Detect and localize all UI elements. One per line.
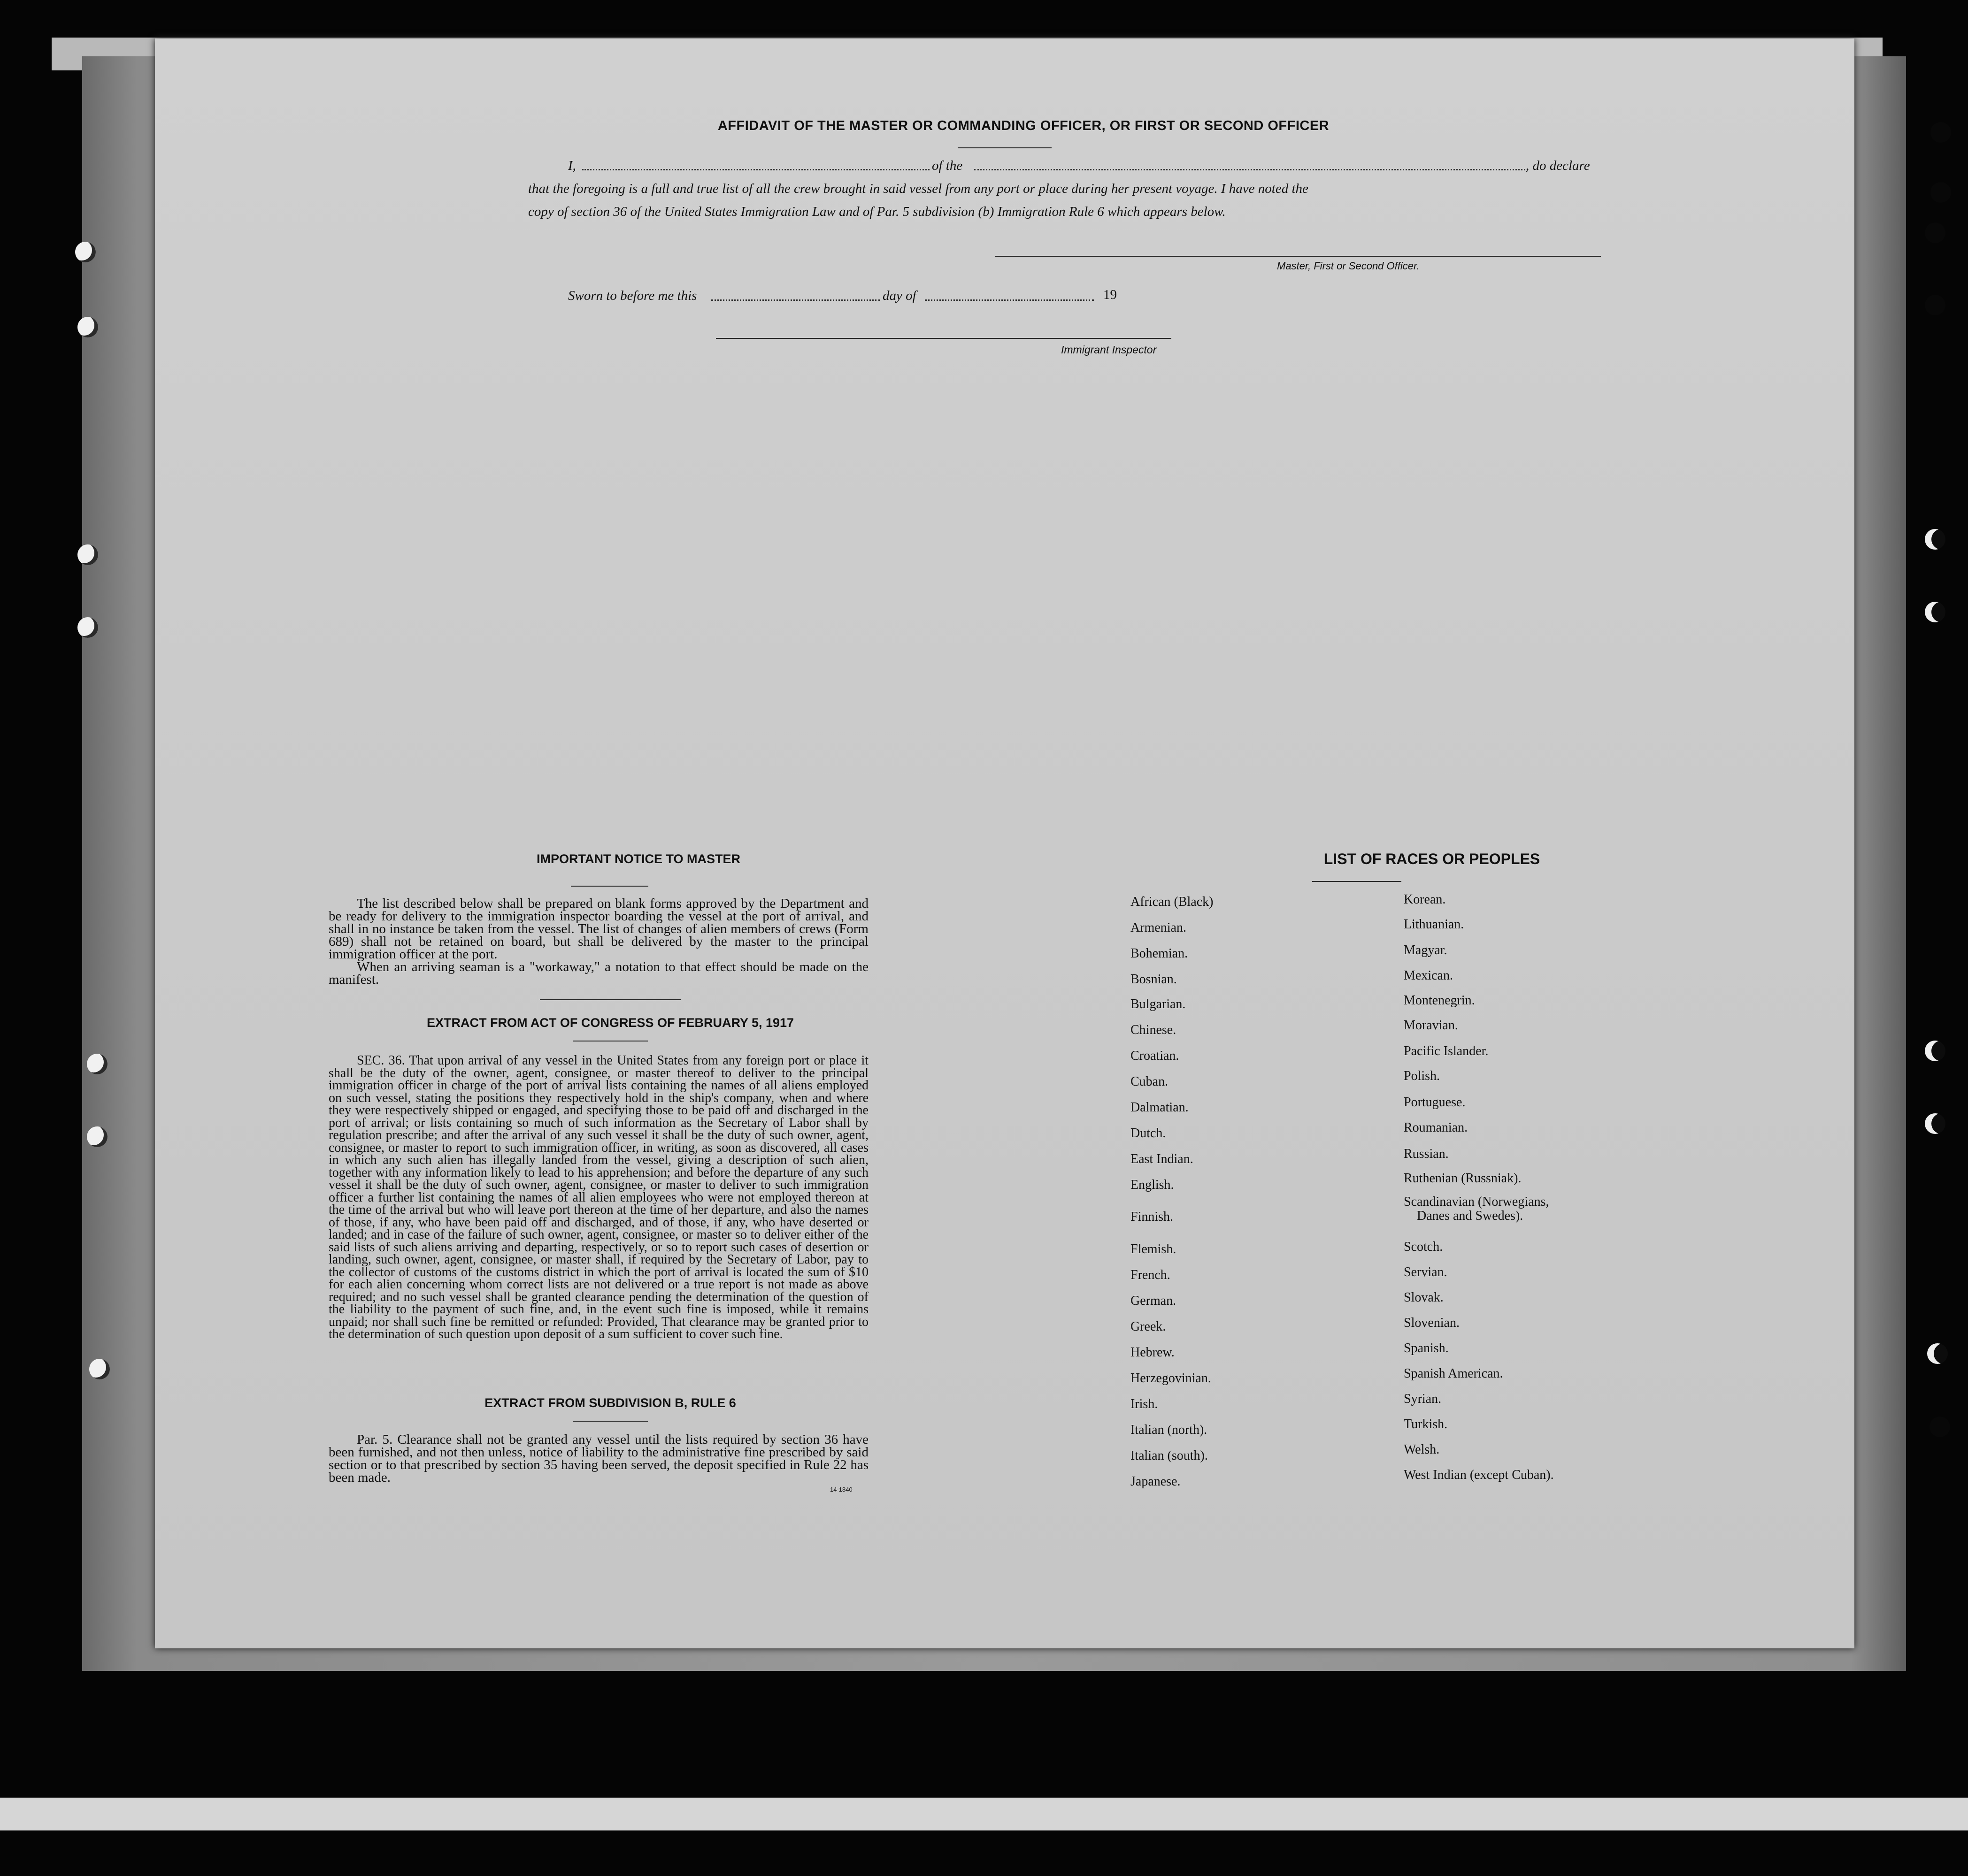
race-item: Japanese. bbox=[1130, 1474, 1181, 1489]
race-item: Finnish. bbox=[1130, 1210, 1174, 1224]
race-item: Korean. bbox=[1404, 892, 1446, 907]
race-item: Armenian. bbox=[1130, 920, 1186, 935]
form-number: 14-1840 bbox=[830, 1486, 853, 1493]
film-edge-strip bbox=[0, 1798, 1968, 1830]
rule-divider bbox=[573, 1421, 648, 1422]
race-item: Hebrew. bbox=[1130, 1345, 1175, 1360]
affidavit-line-2: that the foregoing is a full and true list of all the crew brought in said vessel from any port or place during her present voyage. I have noted the bbox=[528, 181, 1308, 196]
race-item: Polish. bbox=[1404, 1069, 1440, 1083]
act-extract-body: SEC. 36. That upon arrival of any vessel in the United States from any foreign port or place it shall be the duty of the owner, agent, consignee, or master thereof to deliver to the principal immigration officer in charge of the port of arrival lists containing the names of all aliens employed on such vessel, stating the positions they respectively hold in the ship's company, when and where they were respectively shipped or engaged, and specifying those to be paid off and discharged in the port of arrival; or lists containing so much of such information as the Secretary of Labor shall by regulation prescribe; and after the arrival of any such vessel it shall be the duty of such owner, agent, consignee, or master to report to such immigration officer, in writing, as soon as discovered, all cases in which any such alien has illegally landed from the vessel, giving a description of such alien, together with any information likely to lead to his apprehension; and before the departure of any such vessel it shall be the duty of such owner, agent, consignee, or master to deliver to such immigration officer a further list containing the names of all alien employees who were not employed thereon at the time of the arrival but who will leave port thereon at the time of her departure, and also the names of those, if any, who have been paid off and discharged, and of those, if any, who have deserted or landed; and in case of the failure of such owner, agent, consignee, or master so to deliver either of the said lists of such aliens arriving and departing, respectively, or so to report such cases of desertion or landing, such owner, agent, consignee, or master shall, if required by the Secretary of Labor, pay to the collector of customs of the customs district in which the port of arrival is located the sum of $10 for each alien concerning whom correct lists are not delivered or a true report is not made as above required; and no such vessel shall be granted clearance pending the determination of the question of the liability to the payment of such fine, and, in the event such fine is imposed, while it remains unpaid; nor shall such fine be remitted or refunded: Provided, That clearance may be granted prior to the determination of such question upon deposit of a sum sufficient to cover such fine. bbox=[329, 1053, 869, 1341]
notice-paragraph-1 bbox=[329, 897, 869, 961]
binder-hole-icon bbox=[89, 1359, 110, 1379]
race-item: Greek. bbox=[1130, 1319, 1166, 1334]
sworn-month-blank[interactable] bbox=[925, 299, 1094, 301]
punch-hole-icon bbox=[1925, 295, 1945, 315]
rule-extract-text bbox=[329, 1433, 869, 1484]
race-item: English. bbox=[1130, 1178, 1174, 1192]
race-item: Croatian. bbox=[1130, 1049, 1179, 1063]
race-item: Italian (north). bbox=[1130, 1423, 1207, 1437]
race-item: French. bbox=[1130, 1268, 1170, 1282]
race-item: Bulgarian. bbox=[1130, 997, 1186, 1011]
sworn-text: Sworn to before me this bbox=[568, 288, 697, 303]
race-item: Flemish. bbox=[1130, 1242, 1176, 1256]
binder-hole-icon bbox=[77, 544, 98, 565]
binder-hole-icon bbox=[77, 617, 98, 638]
race-item: German. bbox=[1130, 1294, 1176, 1308]
affidavit-line-3: copy of section 36 of the United States Immigration Law and of Par. 5 subdivision (b) Immigration Rule 6 which appears below. bbox=[528, 204, 1226, 219]
rule-extract-body: Par. 5. Clearance shall not be granted any vessel until the lists required by section 36 have been furnished, and not then unless, notice of liability to the administrative fine prescribed by said section or to that prescribed by section 35 having been served, the deposit specified in Rule 22 has been made. bbox=[329, 1432, 869, 1485]
race-item: Montenegrin. bbox=[1404, 993, 1475, 1008]
race-item: Turkish. bbox=[1404, 1417, 1448, 1432]
race-item: Bosnian. bbox=[1130, 972, 1177, 987]
binder-hole-icon bbox=[87, 1054, 108, 1074]
race-item: Pacific Islander. bbox=[1404, 1044, 1489, 1058]
sworn-day-blank[interactable] bbox=[711, 299, 880, 301]
race-item: Italian (south). bbox=[1130, 1448, 1208, 1463]
race-item: Mexican. bbox=[1404, 968, 1453, 983]
notice-paragraph-1-text: The list described below shall be prepared on blank forms approved by the Department and be ready for delivery to the immigration inspector boarding the vessel at the port of arrival, and shall in no instance be taken from the vessel. The list of changes of alien members of crews (Form 689) shall not be retained on board, but shall be delivered by the master to the principal immigration officer at the port. bbox=[329, 896, 869, 962]
signature-line[interactable] bbox=[995, 256, 1601, 257]
notice-paragraph-2-text: When an arriving seaman is a "workaway," a notation to that effect should be made on the manifest. bbox=[329, 959, 869, 987]
binder-hole-icon bbox=[77, 317, 98, 337]
day-of-text: day of bbox=[883, 288, 916, 303]
affidavit-i: I, bbox=[568, 158, 576, 173]
punch-hole-icon bbox=[1930, 1417, 1950, 1437]
punch-hole-icon bbox=[1925, 602, 1945, 622]
affidavit-declare: , do declare bbox=[1526, 158, 1590, 173]
year-prefix: 19 bbox=[1103, 287, 1117, 302]
race-item: African (Black) bbox=[1130, 895, 1214, 909]
manifest-sheet bbox=[155, 38, 1854, 1648]
section-divider bbox=[540, 999, 681, 1000]
race-item: Irish. bbox=[1130, 1397, 1158, 1411]
punch-hole-icon bbox=[1925, 529, 1945, 550]
race-item: Magyar. bbox=[1404, 943, 1447, 957]
race-item: Lithuanian. bbox=[1404, 917, 1464, 932]
race-item: Bohemian. bbox=[1130, 946, 1188, 961]
name-blank[interactable] bbox=[582, 169, 930, 170]
race-item: Scandinavian (Norwegians, Danes and Swedes). bbox=[1404, 1195, 1549, 1223]
race-item: Ruthenian (Russniak). bbox=[1404, 1171, 1522, 1186]
race-item: Cuban. bbox=[1130, 1074, 1168, 1089]
vessel-blank[interactable] bbox=[974, 169, 1528, 170]
notice-paragraph-2 bbox=[329, 961, 869, 986]
signature-caption: Master, First or Second Officer. bbox=[1277, 260, 1420, 272]
race-item: Slovenian. bbox=[1404, 1316, 1460, 1330]
notice-title: IMPORTANT NOTICE TO MASTER bbox=[537, 852, 740, 866]
notice-divider bbox=[571, 886, 648, 887]
punch-hole-icon bbox=[1930, 182, 1951, 203]
punch-hole-icon bbox=[1927, 1343, 1948, 1364]
race-item: Spanish. bbox=[1404, 1341, 1449, 1355]
race-item: Welsh. bbox=[1404, 1442, 1440, 1457]
title-divider bbox=[958, 147, 1052, 148]
affidavit-of-the: of the bbox=[932, 158, 963, 173]
race-item: West Indian (except Cuban). bbox=[1404, 1468, 1554, 1482]
races-divider bbox=[1312, 881, 1401, 882]
race-item: Portuguese. bbox=[1404, 1095, 1466, 1110]
punch-hole-icon bbox=[1930, 122, 1951, 143]
binder-hole-icon bbox=[75, 242, 96, 262]
punch-hole-icon bbox=[1925, 1113, 1945, 1134]
race-item: Dalmatian. bbox=[1130, 1100, 1189, 1115]
affidavit-title: AFFIDAVIT OF THE MASTER OR COMMANDING OFFICER, OR FIRST OR SECOND OFFICER bbox=[717, 118, 1330, 133]
punch-hole-icon bbox=[1925, 222, 1945, 243]
race-item: East Indian. bbox=[1130, 1152, 1193, 1166]
race-item: Russian. bbox=[1404, 1147, 1449, 1161]
race-item: Syrian. bbox=[1404, 1392, 1442, 1406]
act-extract-text bbox=[329, 1055, 869, 1341]
races-title: LIST OF RACES OR PEOPLES bbox=[1323, 850, 1540, 867]
binder-hole-icon bbox=[87, 1126, 108, 1147]
race-item: Servian. bbox=[1404, 1265, 1447, 1279]
race-item: Roumanian. bbox=[1404, 1120, 1468, 1135]
race-item: Scotch. bbox=[1404, 1240, 1443, 1254]
race-item: Herzegovinian. bbox=[1130, 1371, 1211, 1386]
race-item: Dutch. bbox=[1130, 1126, 1166, 1141]
rule-extract-title: EXTRACT FROM SUBDIVISION B, RULE 6 bbox=[484, 1396, 736, 1410]
race-item: Moravian. bbox=[1404, 1018, 1458, 1033]
punch-hole-icon bbox=[1925, 1041, 1945, 1061]
act-extract-title: EXTRACT FROM ACT OF CONGRESS OF FEBRUARY 5, 1917 bbox=[426, 1016, 794, 1030]
race-item: Chinese. bbox=[1130, 1023, 1176, 1037]
race-item: Slovak. bbox=[1404, 1290, 1444, 1305]
inspector-signature-line[interactable] bbox=[716, 338, 1171, 339]
race-item: Spanish American. bbox=[1404, 1366, 1503, 1381]
inspector-caption: Immigrant Inspector bbox=[1061, 344, 1157, 356]
